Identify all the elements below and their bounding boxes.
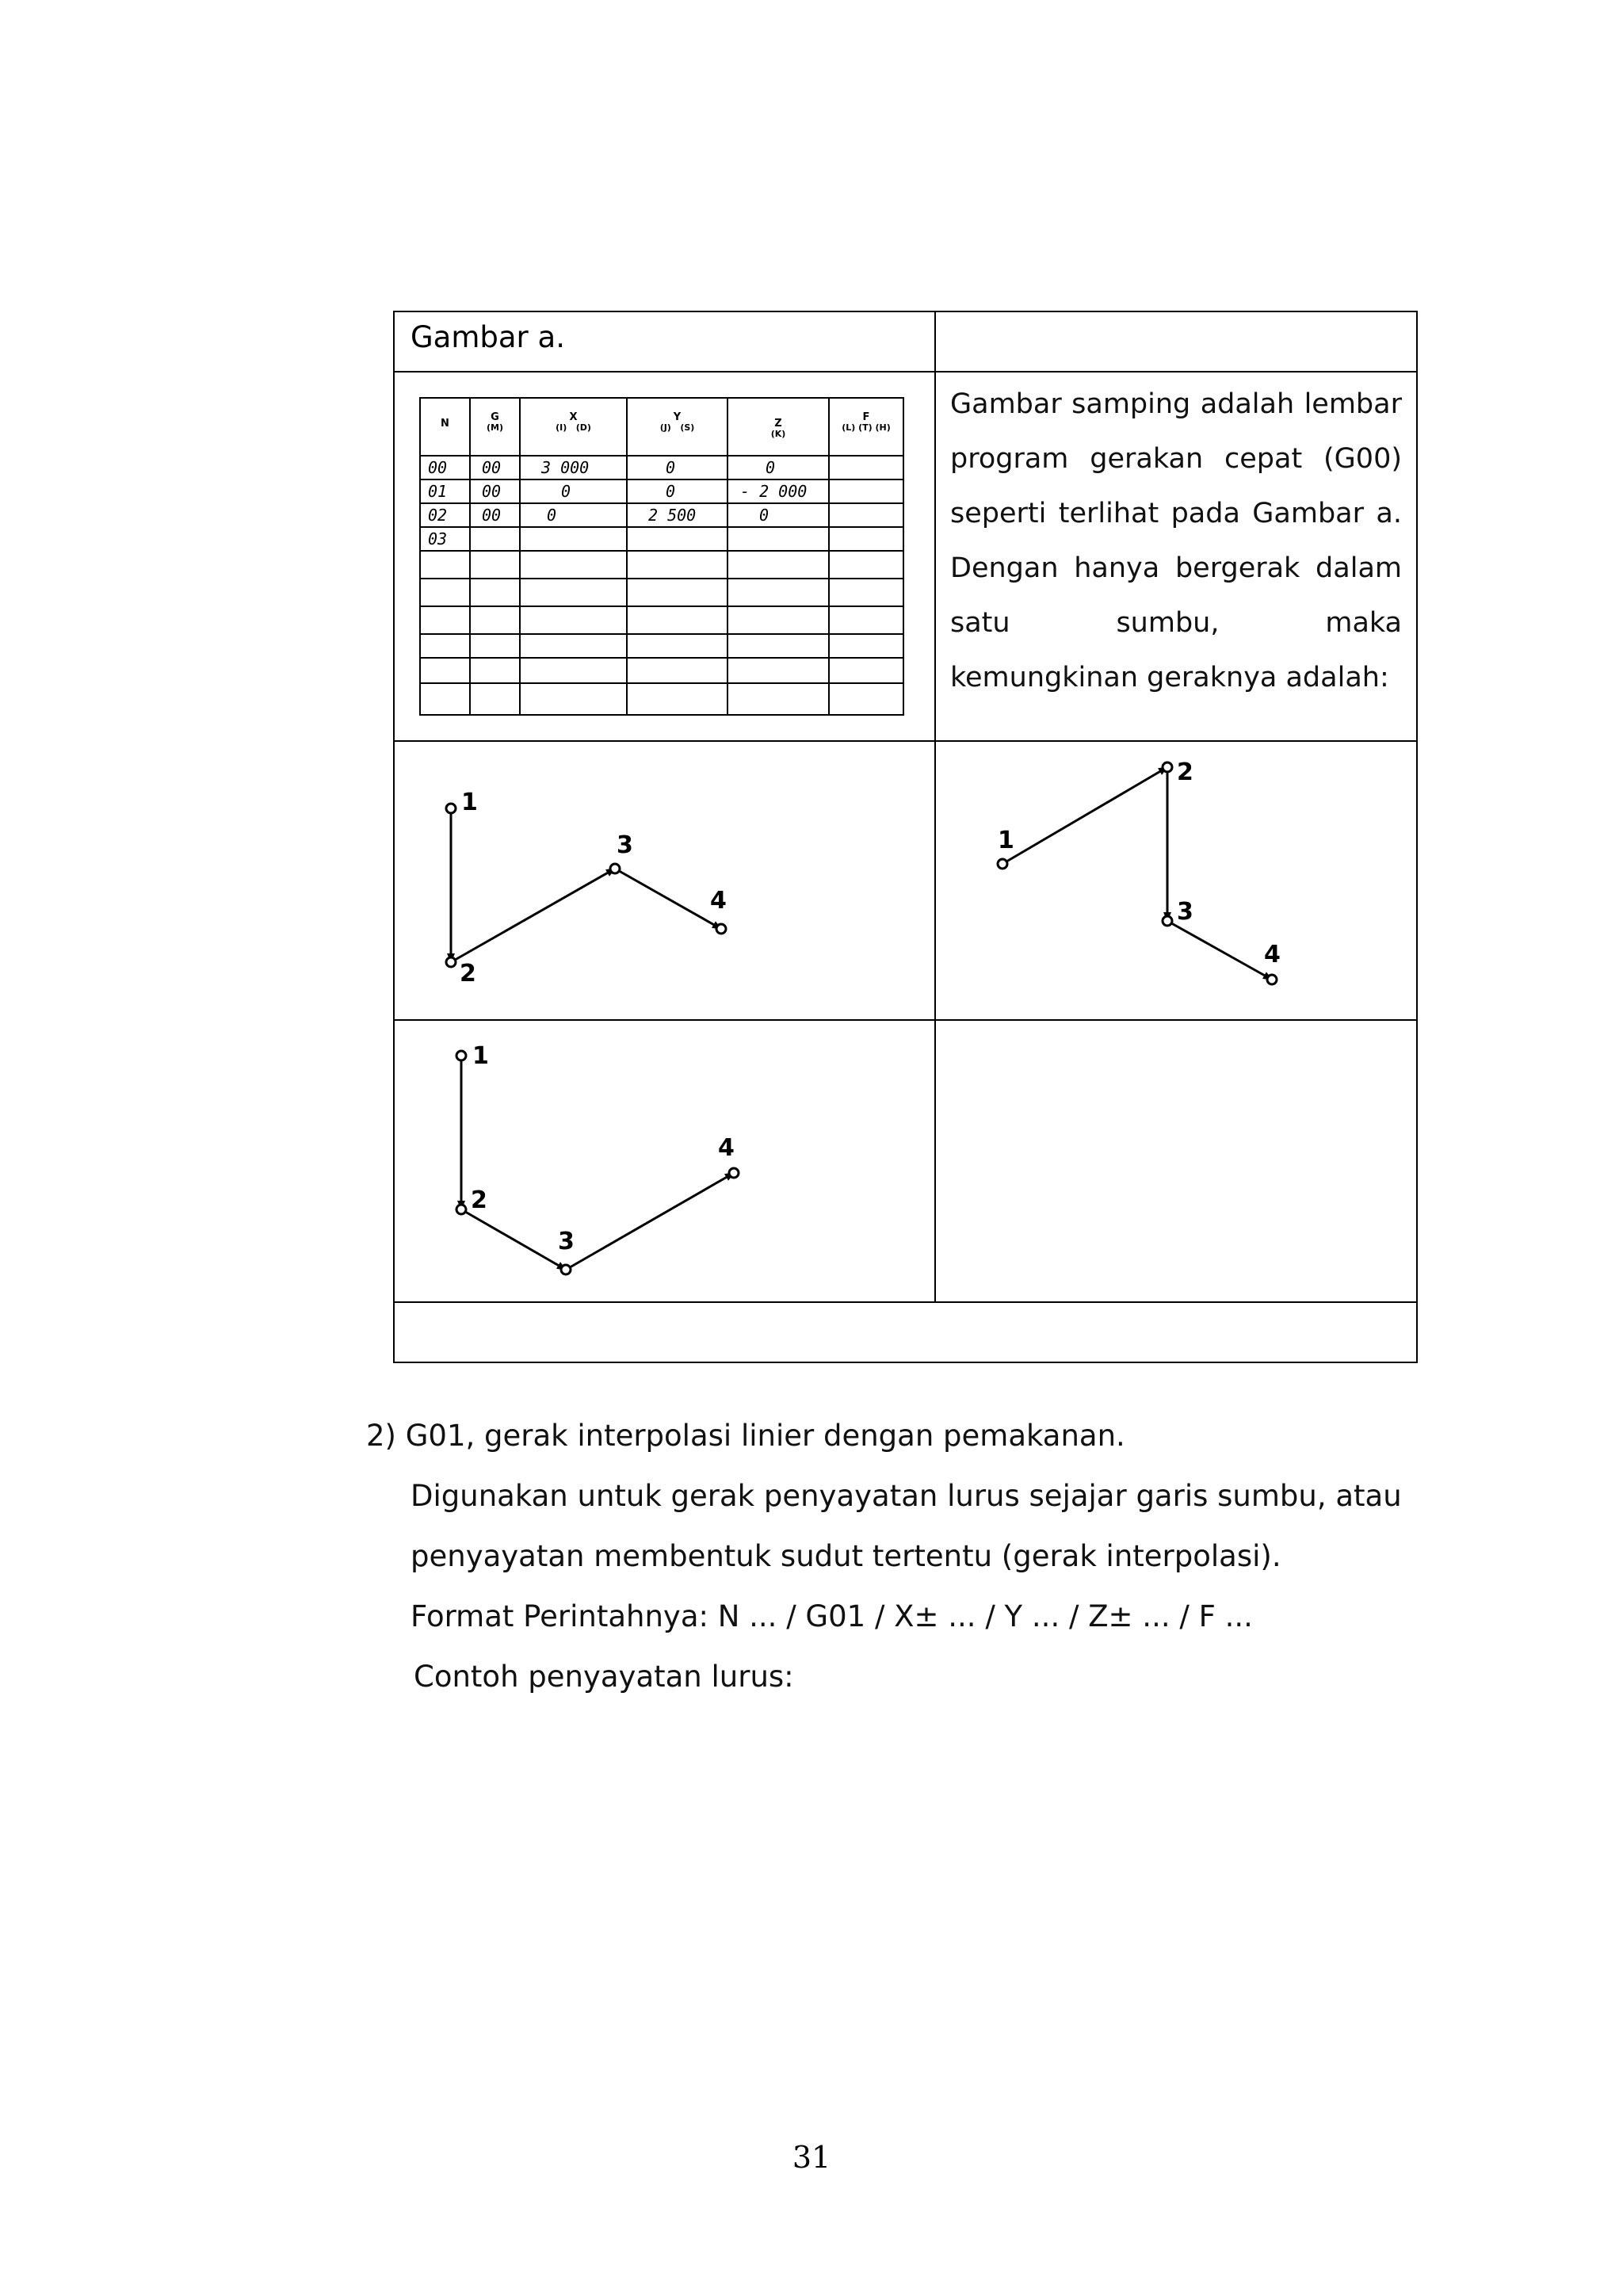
format-line: Format Perintahnya: N ... / G01 / X± ... / Y ... / Z± ... / F ... <box>411 1599 1253 1633</box>
point-label-3: 3 <box>1177 898 1193 926</box>
diagram-cell-2 <box>935 741 1417 1020</box>
point-2 <box>456 1205 466 1214</box>
path-segment-2-3 <box>461 1209 566 1270</box>
point-4 <box>716 924 726 934</box>
header-x: X (I) (D) <box>556 411 591 433</box>
header-f: F (L) (T) (H) <box>842 411 891 433</box>
point-2 <box>1163 762 1172 772</box>
cell-y-2: 2 500 <box>648 506 697 525</box>
diagram-cell-1 <box>394 741 935 1020</box>
point-3 <box>610 864 620 873</box>
body-line-2: penyayatan membentuk sudut tertentu (gerak interpolasi). <box>411 1539 1281 1573</box>
point-2 <box>446 957 456 967</box>
header-y: Y (J) (S) <box>659 411 695 433</box>
cell-n-2: 02 <box>428 506 448 525</box>
header-n: N <box>441 418 449 430</box>
point-label-2: 2 <box>1177 758 1193 786</box>
cell-x-0: 3 000 <box>541 458 590 477</box>
point-label-1: 1 <box>998 827 1014 854</box>
item-heading: 2) G01, gerak interpolasi linier dengan pemakanan. <box>366 1419 1125 1453</box>
motion-diagram-1 <box>395 742 936 1021</box>
point-label-3: 3 <box>558 1228 575 1255</box>
cell-g-1: 00 <box>482 482 502 501</box>
example-line: Contoh penyayatan lurus: <box>414 1660 794 1694</box>
program-sheet-cell <box>394 372 935 741</box>
point-label-1: 1 <box>461 789 478 816</box>
point-1 <box>446 804 456 813</box>
header-z: Z (K) <box>770 418 786 439</box>
cell-x-1: 0 <box>561 482 571 501</box>
cell-z-0: 0 <box>766 458 776 477</box>
page-number: 31 <box>792 2140 831 2175</box>
cell-g-2: 00 <box>482 506 502 525</box>
empty-diagram-cell <box>935 1020 1417 1302</box>
cell-n-0: 00 <box>428 458 448 477</box>
description-text: Gambar samping adalah lembar program gerakan cepat (G00) seperti terlihat pada Gambar a. Dengan hanya bergerak dalam satu sumbu, maka kemungkinan geraknya adalah: <box>950 388 1402 693</box>
path-segment-1-2 <box>1002 767 1167 864</box>
program-sheet <box>418 396 910 721</box>
program-sheet-grid <box>418 396 910 721</box>
motion-diagram-3 <box>395 1021 936 1303</box>
path-segment-3-4 <box>615 869 721 929</box>
point-label-2: 2 <box>460 960 476 988</box>
path-segment-2-3 <box>451 869 615 962</box>
description-cell <box>935 372 1417 741</box>
diagram-cell-3 <box>394 1020 935 1302</box>
path-segment-3-4 <box>1167 921 1272 980</box>
cell-g-0: 00 <box>482 458 502 477</box>
cell-n-3: 03 <box>428 529 448 548</box>
point-label-3: 3 <box>617 831 633 859</box>
cell-n-1: 01 <box>428 482 448 501</box>
figure-table <box>393 311 1418 1363</box>
point-4 <box>729 1168 739 1178</box>
header-g: G (M) <box>486 411 503 433</box>
empty-header-cell <box>935 311 1417 372</box>
point-label-4: 4 <box>1264 941 1281 968</box>
point-3 <box>1163 916 1172 926</box>
figure-caption: Gambar a. <box>411 320 565 354</box>
point-label-1: 1 <box>472 1042 489 1070</box>
point-3 <box>561 1265 571 1274</box>
cell-x-2: 0 <box>547 506 557 525</box>
point-label-2: 2 <box>471 1186 487 1214</box>
point-label-4: 4 <box>718 1134 735 1162</box>
motion-diagram-2 <box>936 742 1418 1021</box>
cell-y-0: 0 <box>666 458 676 477</box>
cell-z-1: - 2 000 <box>740 482 808 501</box>
point-1 <box>998 859 1007 869</box>
body-line-1: Digunakan untuk gerak penyayatan lurus sejajar garis sumbu, atau <box>411 1479 1402 1513</box>
point-label-4: 4 <box>710 887 727 915</box>
cell-y-1: 0 <box>666 482 676 501</box>
path-segment-3-4 <box>566 1173 734 1270</box>
point-1 <box>456 1051 466 1060</box>
cell-z-2: 0 <box>759 506 769 525</box>
empty-footer-cell <box>394 1302 1417 1362</box>
caption-cell <box>394 311 935 372</box>
point-4 <box>1267 975 1277 984</box>
